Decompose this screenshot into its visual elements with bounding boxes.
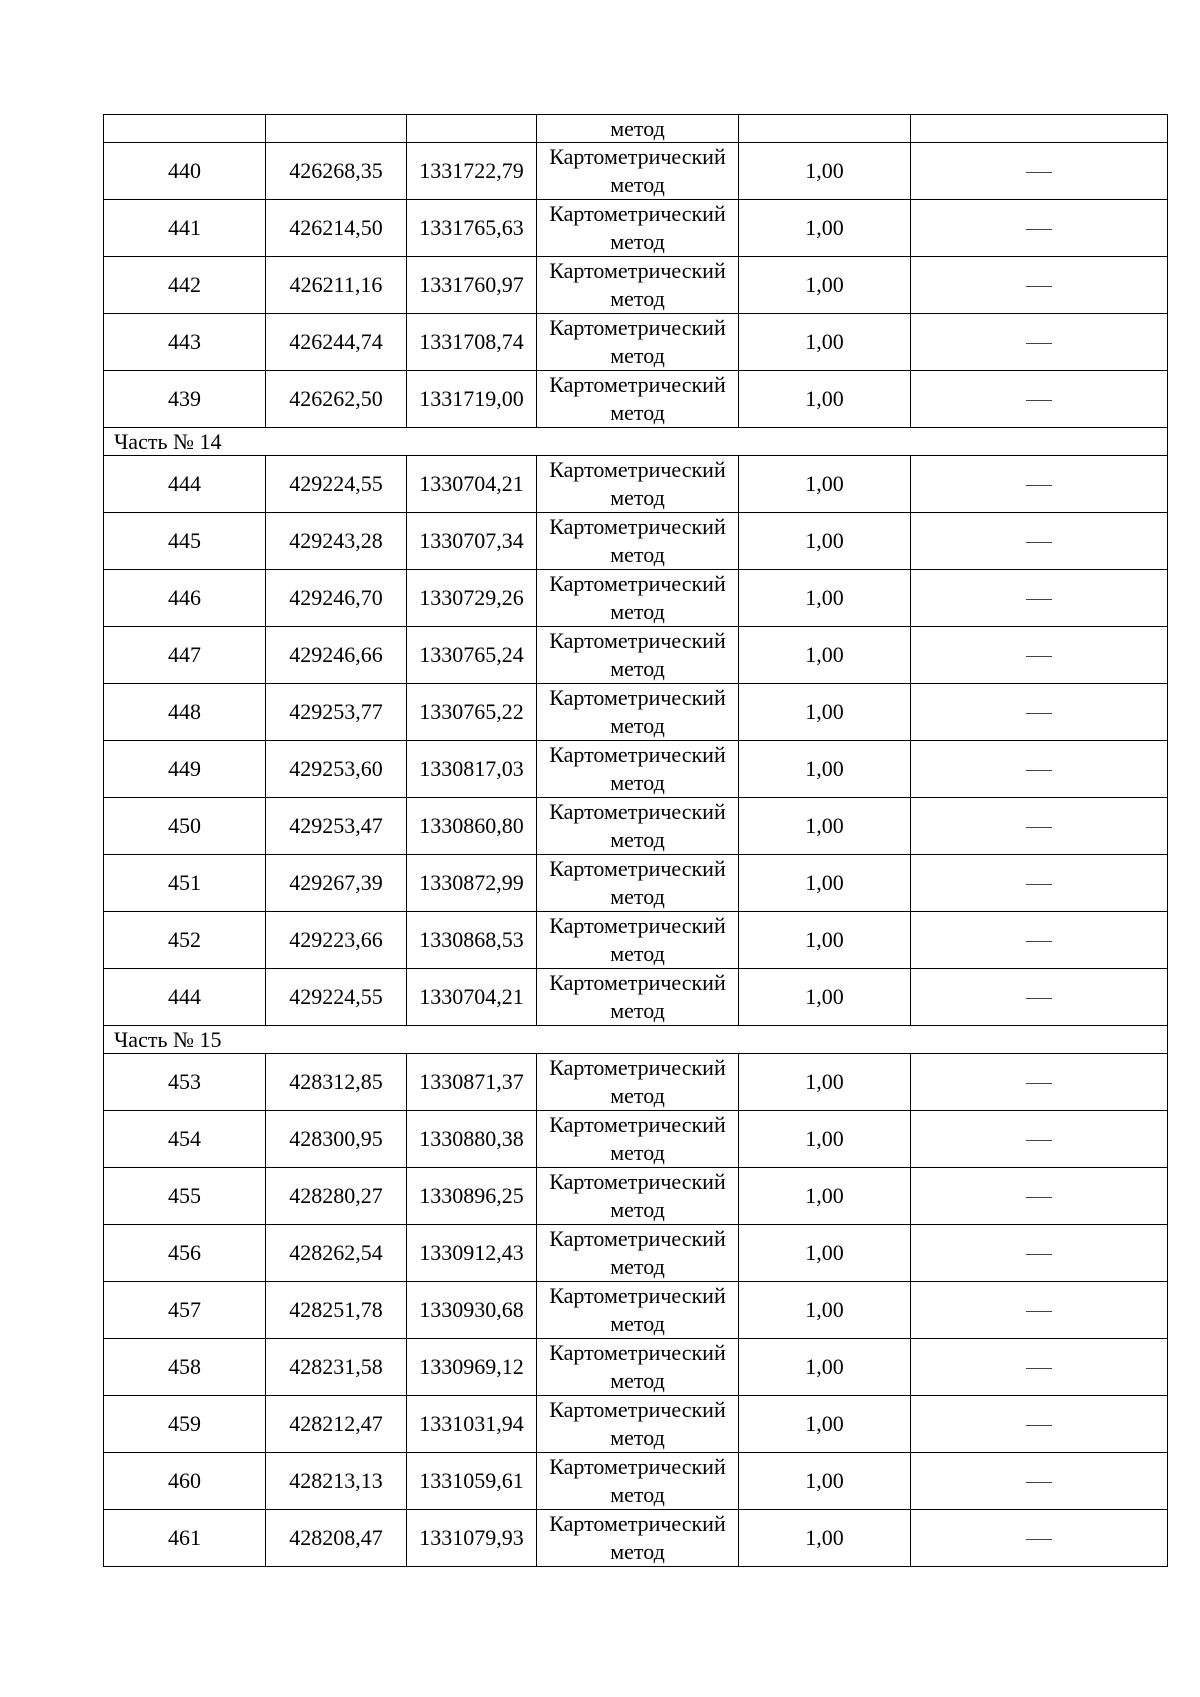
cell-accuracy: 1,00 — [739, 257, 911, 314]
table-row — [104, 1282, 1168, 1339]
method-line-2: метод — [610, 941, 665, 966]
method-line-1: Картометрический — [549, 1283, 726, 1308]
cell-point-number: 442 — [104, 257, 266, 314]
method-line-1: Картометрический — [549, 201, 726, 226]
cell-x: 428231,58 — [266, 1339, 407, 1396]
cell-y: 1330704,21 — [407, 969, 537, 1026]
dash-mark — [1026, 172, 1052, 173]
method-line-1: Картометрический — [549, 514, 726, 539]
dash-mark — [1026, 229, 1052, 230]
cell-method — [537, 684, 739, 741]
cell-point-number: 455 — [104, 1168, 266, 1225]
table-row — [104, 456, 1168, 513]
cell-method — [537, 1168, 739, 1225]
cell-accuracy: 1,00 — [739, 1396, 911, 1453]
method-line-2: метод — [610, 884, 665, 909]
cell-y: 1330969,12 — [407, 1339, 537, 1396]
cell-point-number: 448 — [104, 684, 266, 741]
cell-point-number: 449 — [104, 741, 266, 798]
cell-point-number: 458 — [104, 1339, 266, 1396]
cell-method — [537, 371, 739, 428]
cell-method — [537, 627, 739, 684]
cell-y: 1330765,24 — [407, 627, 537, 684]
method-line-2: метод — [610, 1197, 665, 1222]
table-row — [104, 855, 1168, 912]
table-row — [104, 1396, 1168, 1453]
cell-point-number: 451 — [104, 855, 266, 912]
table-row — [104, 314, 1168, 371]
cell-y: 1331031,94 — [407, 1396, 537, 1453]
cell-description — [911, 1282, 1168, 1339]
cell-method — [537, 200, 739, 257]
dash-mark — [1026, 1197, 1052, 1198]
cell-method — [537, 1111, 739, 1168]
cell-accuracy: 1,00 — [739, 1453, 911, 1510]
cell-accuracy: 1,00 — [739, 371, 911, 428]
cell-x: 426268,35 — [266, 143, 407, 200]
cell-method — [537, 912, 739, 969]
table-row — [104, 513, 1168, 570]
table-row — [104, 741, 1168, 798]
cell-accuracy: 1,00 — [739, 456, 911, 513]
cell-y: 1330868,53 — [407, 912, 537, 969]
cell-point-number: 446 — [104, 570, 266, 627]
cell-method — [537, 314, 739, 371]
method-line-2: метод — [610, 827, 665, 852]
cell-accuracy: 1,00 — [739, 143, 911, 200]
cell-x: 426244,74 — [266, 314, 407, 371]
cell-accuracy: 1,00 — [739, 1339, 911, 1396]
cell-method — [537, 456, 739, 513]
cell-description — [911, 684, 1168, 741]
dash-mark — [1026, 1254, 1052, 1255]
cell-accuracy: 1,00 — [739, 1111, 911, 1168]
dash-mark — [1026, 1083, 1052, 1084]
cell-accuracy: 1,00 — [739, 1054, 911, 1111]
cell-description — [911, 371, 1168, 428]
cell-x: 428212,47 — [266, 1396, 407, 1453]
cell-description — [911, 1225, 1168, 1282]
cell-description — [911, 1453, 1168, 1510]
cell-method — [537, 741, 739, 798]
cell-description — [911, 1396, 1168, 1453]
table-row — [104, 912, 1168, 969]
cell-x: 429253,60 — [266, 741, 407, 798]
cell-x: 429267,39 — [266, 855, 407, 912]
cell-y: 1330860,80 — [407, 798, 537, 855]
cell-y: 1330704,21 — [407, 456, 537, 513]
dash-mark — [1026, 941, 1052, 942]
method-line-2: метод — [610, 542, 665, 567]
table-row — [104, 570, 1168, 627]
cell-y: 1330880,38 — [407, 1111, 537, 1168]
cell-accuracy: 1,00 — [739, 627, 911, 684]
cell-x: 428213,13 — [266, 1453, 407, 1510]
cell-x: 428251,78 — [266, 1282, 407, 1339]
dash-mark — [1026, 485, 1052, 486]
cell-x — [266, 115, 407, 143]
method-line-1: Картометрический — [549, 970, 726, 995]
table-row — [104, 969, 1168, 1026]
cell-y — [407, 115, 537, 143]
cell-description — [911, 1111, 1168, 1168]
table-row — [104, 1225, 1168, 1282]
cell-method — [537, 257, 739, 314]
dash-mark — [1026, 400, 1052, 401]
table-row — [104, 257, 1168, 314]
cell-y: 1330871,37 — [407, 1054, 537, 1111]
table-row — [104, 200, 1168, 257]
part-header-row — [104, 428, 1168, 456]
method-line-2: метод — [610, 485, 665, 510]
dash-mark — [1026, 286, 1052, 287]
method-line-1: Картометрический — [549, 628, 726, 653]
method-line-2: метод — [610, 172, 665, 197]
table-row — [104, 371, 1168, 428]
cell-x: 428262,54 — [266, 1225, 407, 1282]
dash-mark — [1026, 656, 1052, 657]
table-row — [104, 1339, 1168, 1396]
cell-description — [911, 1339, 1168, 1396]
cell-description — [911, 741, 1168, 798]
cell-x: 429243,28 — [266, 513, 407, 570]
cell-method — [537, 1054, 739, 1111]
method-line-2: метод — [610, 343, 665, 368]
method-line-2: метод — [610, 656, 665, 681]
cell-y: 1331079,93 — [407, 1510, 537, 1567]
method-line-1: Картометрический — [549, 913, 726, 938]
cell-accuracy: 1,00 — [739, 1510, 911, 1567]
cell-point-number: 441 — [104, 200, 266, 257]
cell-accuracy: 1,00 — [739, 314, 911, 371]
cell-point-number: 444 — [104, 969, 266, 1026]
cell-description — [911, 855, 1168, 912]
method-line-1: Картометрический — [549, 1454, 726, 1479]
cell-description — [911, 570, 1168, 627]
cell-point-number: 440 — [104, 143, 266, 200]
coordinates-table — [103, 114, 1168, 1567]
table-row — [104, 143, 1168, 200]
cell-point-number: 439 — [104, 371, 266, 428]
table-row — [104, 798, 1168, 855]
cell-y: 1330707,34 — [407, 513, 537, 570]
cell-accuracy: 1,00 — [739, 1225, 911, 1282]
method-line-1: Картометрический — [549, 571, 726, 596]
cell-y: 1331719,00 — [407, 371, 537, 428]
cell-accuracy: 1,00 — [739, 513, 911, 570]
cell-description — [911, 969, 1168, 1026]
cell-point-number: 445 — [104, 513, 266, 570]
cell-y: 1330817,03 — [407, 741, 537, 798]
cell-point-number: 452 — [104, 912, 266, 969]
cell-point-number: 450 — [104, 798, 266, 855]
method-line-1: Картометрический — [549, 1055, 726, 1080]
cell-point-number: 453 — [104, 1054, 266, 1111]
table-row — [104, 1510, 1168, 1567]
cell-x: 426262,50 — [266, 371, 407, 428]
table-row — [104, 1168, 1168, 1225]
dash-mark — [1026, 1368, 1052, 1369]
cell-x: 429253,77 — [266, 684, 407, 741]
dash-mark — [1026, 599, 1052, 600]
method-line-2: метод — [610, 1539, 665, 1564]
cell-point-number: 461 — [104, 1510, 266, 1567]
cell-y: 1330930,68 — [407, 1282, 537, 1339]
method-line-2: метод — [610, 1482, 665, 1507]
coordinates-table-body — [104, 115, 1168, 1567]
method-line-1: Картометрический — [549, 685, 726, 710]
cell-x: 429246,70 — [266, 570, 407, 627]
method-line-2: метод — [610, 1425, 665, 1450]
cell-point-number: 454 — [104, 1111, 266, 1168]
cell-point-number: 456 — [104, 1225, 266, 1282]
cell-description — [911, 627, 1168, 684]
cell-y: 1330729,26 — [407, 570, 537, 627]
cell-method — [537, 1282, 739, 1339]
part-title: Часть № 14 — [104, 428, 1168, 456]
dash-mark — [1026, 998, 1052, 999]
cell-point-number: 460 — [104, 1453, 266, 1510]
cell-method — [537, 513, 739, 570]
cell-y: 1331708,74 — [407, 314, 537, 371]
method-line-2: метод — [610, 599, 665, 624]
cell-point-number: 447 — [104, 627, 266, 684]
cell-description — [911, 314, 1168, 371]
cell-method — [537, 570, 739, 627]
cell-x: 429246,66 — [266, 627, 407, 684]
cell-method — [537, 143, 739, 200]
cell-y: 1330872,99 — [407, 855, 537, 912]
cell-description — [911, 912, 1168, 969]
method-line-1: Картометрический — [549, 1112, 726, 1137]
method-line-2: метод — [610, 1140, 665, 1165]
method-line-2: метод — [610, 286, 665, 311]
cell-point-number: 459 — [104, 1396, 266, 1453]
cell-accuracy: 1,00 — [739, 200, 911, 257]
method-line-1: Картометрический — [549, 1340, 726, 1365]
method-line-1: Картометрический — [549, 1511, 726, 1536]
method-line-2: метод — [610, 1083, 665, 1108]
cell-accuracy: 1,00 — [739, 1282, 911, 1339]
cell-description — [911, 1510, 1168, 1567]
cell-description — [911, 456, 1168, 513]
cell-method — [537, 969, 739, 1026]
cell-y: 1330896,25 — [407, 1168, 537, 1225]
cell-method — [537, 1453, 739, 1510]
cell-x: 428300,95 — [266, 1111, 407, 1168]
continuation-row — [104, 115, 1168, 143]
method-line-1: Картометрический — [549, 315, 726, 340]
dash-mark — [1026, 713, 1052, 714]
dash-mark — [1026, 827, 1052, 828]
cell-x: 429224,55 — [266, 456, 407, 513]
cell-x: 428280,27 — [266, 1168, 407, 1225]
cell-description — [911, 257, 1168, 314]
cell-accuracy: 1,00 — [739, 741, 911, 798]
method-line-2: метод — [610, 1254, 665, 1279]
dash-mark — [1026, 1539, 1052, 1540]
method-line-1: Картометрический — [549, 258, 726, 283]
cell-x: 426214,50 — [266, 200, 407, 257]
cell-accuracy: 1,00 — [739, 912, 911, 969]
method-line-1: Картометрический — [549, 799, 726, 824]
cell-description — [911, 143, 1168, 200]
cell-description — [911, 513, 1168, 570]
method-line-1: Картометрический — [549, 372, 726, 397]
part-title: Часть № 15 — [104, 1026, 1168, 1054]
cell-point-number: 457 — [104, 1282, 266, 1339]
cell-point-number: 443 — [104, 314, 266, 371]
cell-x: 428208,47 — [266, 1510, 407, 1567]
cell-method — [537, 798, 739, 855]
cell-method — [537, 1396, 739, 1453]
dash-mark — [1026, 884, 1052, 885]
dash-mark — [1026, 1311, 1052, 1312]
table-row — [104, 627, 1168, 684]
method-line-2: метод — [610, 1368, 665, 1393]
method-line-2: метод — [610, 229, 665, 254]
cell-point-number — [104, 115, 266, 143]
cell-y: 1330912,43 — [407, 1225, 537, 1282]
cell-accuracy: 1,00 — [739, 570, 911, 627]
table-row — [104, 684, 1168, 741]
dash-mark — [1026, 770, 1052, 771]
cell-y: 1331722,79 — [407, 143, 537, 200]
cell-accuracy: 1,00 — [739, 684, 911, 741]
cell-x: 429224,55 — [266, 969, 407, 1026]
cell-method: метод — [537, 115, 739, 143]
cell-x: 428312,85 — [266, 1054, 407, 1111]
table-row — [104, 1453, 1168, 1510]
dash-mark — [1026, 343, 1052, 344]
method-line-2: метод — [610, 770, 665, 795]
cell-description — [911, 798, 1168, 855]
method-line-2: метод — [610, 400, 665, 425]
cell-x: 429223,66 — [266, 912, 407, 969]
method-line-2: метод — [610, 1311, 665, 1336]
cell-y: 1331059,61 — [407, 1453, 537, 1510]
cell-accuracy: 1,00 — [739, 969, 911, 1026]
cell-description — [911, 115, 1168, 143]
cell-accuracy: 1,00 — [739, 855, 911, 912]
dash-mark — [1026, 1140, 1052, 1141]
cell-x: 429253,47 — [266, 798, 407, 855]
method-line-1: Картометрический — [549, 1169, 726, 1194]
cell-description — [911, 1054, 1168, 1111]
method-line-1: Картометрический — [549, 457, 726, 482]
cell-y: 1330765,22 — [407, 684, 537, 741]
dash-mark — [1026, 1425, 1052, 1426]
cell-point-number: 444 — [104, 456, 266, 513]
method-line-1: Картометрический — [549, 144, 726, 169]
method-line-1: Картометрический — [549, 1226, 726, 1251]
cell-accuracy: 1,00 — [739, 1168, 911, 1225]
cell-method — [537, 1339, 739, 1396]
cell-accuracy — [739, 115, 911, 143]
cell-y: 1331760,97 — [407, 257, 537, 314]
cell-description — [911, 1168, 1168, 1225]
method-line-1: Картометрический — [549, 1397, 726, 1422]
method-line-1: Картометрический — [549, 742, 726, 767]
table-row — [104, 1111, 1168, 1168]
dash-mark — [1026, 542, 1052, 543]
method-line-2: метод — [610, 998, 665, 1023]
cell-description — [911, 200, 1168, 257]
table-row — [104, 1054, 1168, 1111]
part-header-row — [104, 1026, 1168, 1054]
cell-y: 1331765,63 — [407, 200, 537, 257]
cell-x: 426211,16 — [266, 257, 407, 314]
method-line-1: Картометрический — [549, 856, 726, 881]
cell-method — [537, 855, 739, 912]
dash-mark — [1026, 1482, 1052, 1483]
method-line-2: метод — [610, 713, 665, 738]
cell-accuracy: 1,00 — [739, 798, 911, 855]
cell-method — [537, 1225, 739, 1282]
cell-method — [537, 1510, 739, 1567]
